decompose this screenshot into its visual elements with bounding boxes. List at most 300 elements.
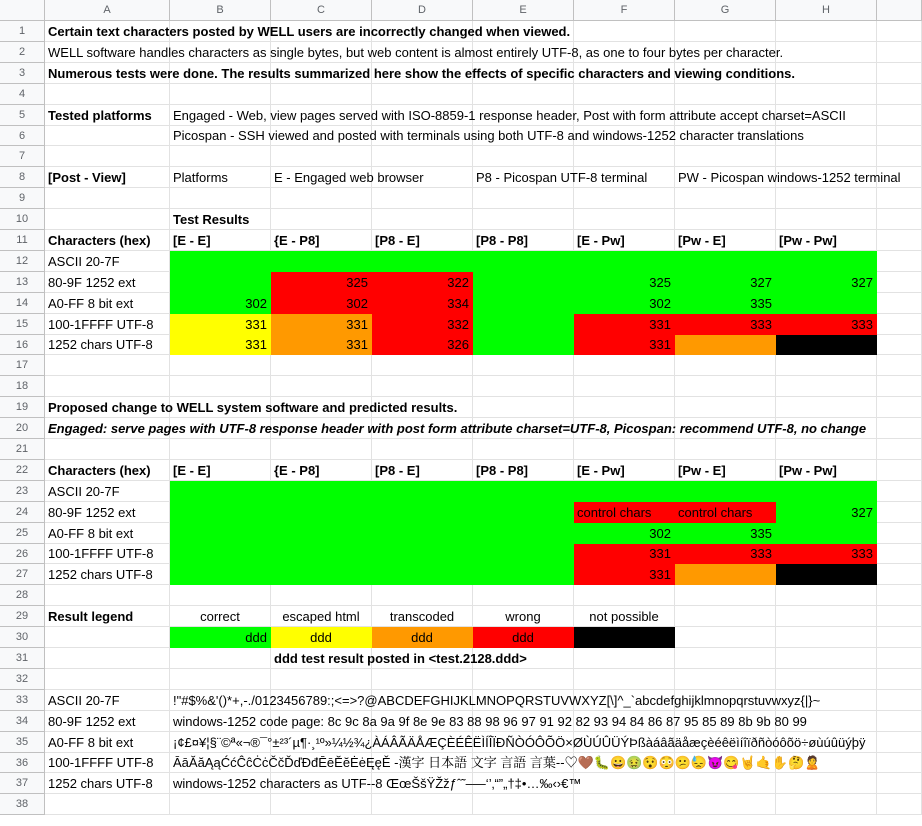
- column-header-c[interactable]: C: [271, 0, 372, 21]
- grid-cell[interactable]: [271, 146, 372, 167]
- grid-cell[interactable]: [574, 355, 675, 376]
- text-cell[interactable]: [E - Pw]: [574, 230, 675, 251]
- text-cell[interactable]: Characters (hex): [45, 460, 170, 481]
- grid-cell[interactable]: [372, 376, 473, 397]
- result-cell-wrong[interactable]: 302: [271, 293, 372, 314]
- grid-cell[interactable]: [473, 439, 574, 460]
- row-header-13[interactable]: 13: [0, 272, 45, 293]
- text-cell[interactable]: !"#$%&'()*+,-./0123456789:;<=>?@ABCDEFGHIJKLMNOPQRSTUVWXYZ[\]^_`abcdefghijklmnopqrstuvwxyz{|}~: [173, 693, 821, 708]
- grid-cell[interactable]: [776, 606, 877, 627]
- text-cell[interactable]: 1252 chars UTF-8: [45, 773, 170, 794]
- result-cell-escaped[interactable]: ddd: [271, 627, 372, 648]
- result-cell-wrong[interactable]: 325: [271, 272, 372, 293]
- text-cell[interactable]: {E - P8]: [271, 460, 372, 481]
- result-cell-correct[interactable]: [372, 523, 473, 544]
- grid-cell[interactable]: [271, 376, 372, 397]
- text-cell[interactable]: [Post - View]: [45, 167, 170, 188]
- grid-cell[interactable]: [675, 669, 776, 690]
- grid-cell[interactable]: [574, 439, 675, 460]
- grid-cell[interactable]: [473, 146, 574, 167]
- text-cell[interactable]: [E - E]: [170, 460, 271, 481]
- grid-cell[interactable]: [675, 439, 776, 460]
- grid-cell[interactable]: [372, 794, 473, 815]
- text-cell[interactable]: Characters (hex): [45, 230, 170, 251]
- grid-cell[interactable]: [776, 585, 877, 606]
- text-cell[interactable]: windows-1252 characters as UTF--8 ŒœŠšŸŽžƒˆ˜–—‘’‚“”„†‡•…‰‹›€™: [173, 776, 582, 791]
- result-cell-transcoded[interactable]: 331: [271, 335, 372, 355]
- grid-cell[interactable]: [675, 606, 776, 627]
- result-cell-correct[interactable]: [170, 523, 271, 544]
- grid-cell[interactable]: [170, 439, 271, 460]
- row-header-30[interactable]: 30: [0, 627, 45, 648]
- column-header-g[interactable]: G: [675, 0, 776, 21]
- grid-cell[interactable]: [170, 669, 271, 690]
- row-header-19[interactable]: 19: [0, 397, 45, 418]
- text-cell[interactable]: 100-1FFFF UTF-8: [45, 314, 170, 335]
- result-cell-correct[interactable]: [473, 523, 574, 544]
- grid-cell[interactable]: [877, 209, 922, 230]
- result-cell-wrong[interactable]: control chars: [675, 502, 776, 523]
- grid-cell[interactable]: [271, 439, 372, 460]
- grid-cell[interactable]: [877, 126, 922, 146]
- result-cell-correct[interactable]: [170, 481, 271, 502]
- grid-cell[interactable]: [776, 627, 877, 648]
- row-header-2[interactable]: 2: [0, 42, 45, 63]
- grid-cell[interactable]: [877, 544, 922, 564]
- grid-cell[interactable]: [574, 669, 675, 690]
- result-cell-escaped[interactable]: 331: [170, 335, 271, 355]
- grid-cell[interactable]: [776, 209, 877, 230]
- grid-cell[interactable]: [877, 63, 922, 84]
- grid-cell[interactable]: [675, 794, 776, 815]
- row-header-15[interactable]: 15: [0, 314, 45, 335]
- text-cell[interactable]: WELL software handles characters as single bytes, but web content is almost entirely UTF-8, as one to four bytes per character.: [48, 45, 784, 60]
- grid-cell[interactable]: [170, 84, 271, 105]
- grid-cell[interactable]: [45, 439, 170, 460]
- grid-cell[interactable]: [45, 648, 170, 669]
- row-header-3[interactable]: 3: [0, 63, 45, 84]
- result-cell-correct[interactable]: [271, 544, 372, 564]
- row-header-33[interactable]: 33: [0, 690, 45, 711]
- grid-cell[interactable]: [776, 669, 877, 690]
- text-cell[interactable]: ASCII 20-7F: [45, 690, 170, 711]
- result-cell-correct[interactable]: [574, 251, 675, 272]
- result-cell-wrong[interactable]: 322: [372, 272, 473, 293]
- grid-cell[interactable]: [776, 439, 877, 460]
- result-cell-correct[interactable]: 335: [675, 293, 776, 314]
- text-cell[interactable]: 1252 chars UTF-8: [45, 335, 170, 355]
- text-cell[interactable]: Certain text characters posted by WELL users are incorrectly changed when viewed.: [48, 24, 571, 39]
- grid-cell[interactable]: [776, 355, 877, 376]
- text-cell[interactable]: ASCII 20-7F: [45, 481, 170, 502]
- text-cell[interactable]: not possible: [574, 606, 675, 627]
- result-cell-wrong[interactable]: 333: [675, 544, 776, 564]
- grid-cell[interactable]: [574, 376, 675, 397]
- text-cell[interactable]: ddd test result posted in <test.2128.ddd>: [274, 651, 527, 666]
- result-cell-wrong[interactable]: 333: [776, 314, 877, 335]
- result-cell-correct[interactable]: [473, 481, 574, 502]
- result-cell-wrong[interactable]: 332: [372, 314, 473, 335]
- text-cell[interactable]: transcoded: [372, 606, 473, 627]
- text-cell[interactable]: correct: [170, 606, 271, 627]
- grid-cell[interactable]: [776, 648, 877, 669]
- row-header-11[interactable]: 11: [0, 230, 45, 251]
- grid-cell[interactable]: [776, 188, 877, 209]
- grid-cell[interactable]: [675, 84, 776, 105]
- result-cell-wrong[interactable]: 331: [574, 314, 675, 335]
- grid-cell[interactable]: [877, 585, 922, 606]
- grid-cell[interactable]: [170, 188, 271, 209]
- grid-cell[interactable]: [877, 481, 922, 502]
- row-header-14[interactable]: 14: [0, 293, 45, 314]
- text-cell[interactable]: windows-1252 code page: 8c 9c 8a 9a 9f 8e 9e 83 88 98 96 97 91 92 82 93 94 84 86 87 95 85 89 8b 9b 80 99: [173, 714, 807, 729]
- text-cell[interactable]: 80-9F 1252 ext: [45, 272, 170, 293]
- result-cell-correct[interactable]: [574, 481, 675, 502]
- grid-cell[interactable]: [45, 84, 170, 105]
- grid-cell[interactable]: [271, 209, 372, 230]
- grid-cell[interactable]: [473, 84, 574, 105]
- grid-cell[interactable]: [877, 753, 922, 773]
- result-cell-correct[interactable]: [776, 523, 877, 544]
- grid-cell[interactable]: [372, 355, 473, 376]
- text-cell[interactable]: [Pw - Pw]: [776, 230, 877, 251]
- row-header-34[interactable]: 34: [0, 711, 45, 732]
- grid-cell[interactable]: [877, 418, 922, 439]
- grid-cell[interactable]: [776, 146, 877, 167]
- column-header-e[interactable]: E: [473, 0, 574, 21]
- row-header-23[interactable]: 23: [0, 481, 45, 502]
- text-cell[interactable]: 100-1FFFF UTF-8: [45, 544, 170, 564]
- result-cell-correct[interactable]: 327: [776, 272, 877, 293]
- column-header-a[interactable]: A: [45, 0, 170, 21]
- row-header-1[interactable]: 1: [0, 21, 45, 42]
- text-cell[interactable]: A0-FF 8 bit ext: [45, 732, 170, 753]
- row-header-12[interactable]: 12: [0, 251, 45, 272]
- text-cell[interactable]: Test Results: [170, 209, 271, 230]
- result-cell-correct[interactable]: [473, 251, 574, 272]
- text-cell[interactable]: Picospan - SSH viewed and posted with terminals using both UTF-8 and windows-1252 character translations: [173, 128, 804, 143]
- result-cell-correct[interactable]: [776, 251, 877, 272]
- grid-cell[interactable]: [877, 146, 922, 167]
- grid-cell[interactable]: [877, 230, 922, 251]
- text-cell[interactable]: [E - Pw]: [574, 460, 675, 481]
- result-cell-wrong[interactable]: ddd: [473, 627, 574, 648]
- grid-cell[interactable]: [877, 42, 922, 63]
- result-cell-escaped[interactable]: 331: [170, 314, 271, 335]
- grid-cell[interactable]: [877, 669, 922, 690]
- result-cell-correct[interactable]: [271, 564, 372, 585]
- row-header-32[interactable]: 32: [0, 669, 45, 690]
- result-cell-wrong[interactable]: 334: [372, 293, 473, 314]
- row-header-8[interactable]: 8: [0, 167, 45, 188]
- grid-cell[interactable]: [271, 355, 372, 376]
- text-cell[interactable]: [P8 - P8]: [473, 460, 574, 481]
- result-cell-correct[interactable]: [170, 272, 271, 293]
- text-cell[interactable]: Proposed change to WELL system software and predicted results.: [48, 400, 458, 415]
- row-header-21[interactable]: 21: [0, 439, 45, 460]
- result-cell-correct[interactable]: [473, 293, 574, 314]
- row-header-17[interactable]: 17: [0, 355, 45, 376]
- result-cell-correct[interactable]: [271, 502, 372, 523]
- text-cell[interactable]: [P8 - E]: [372, 230, 473, 251]
- result-cell-correct[interactable]: [170, 564, 271, 585]
- grid-cell[interactable]: [271, 84, 372, 105]
- result-cell-correct[interactable]: 302: [574, 293, 675, 314]
- grid-cell[interactable]: [776, 84, 877, 105]
- grid-cell[interactable]: [372, 585, 473, 606]
- grid-cell[interactable]: [877, 794, 922, 815]
- text-cell[interactable]: 1252 chars UTF-8: [45, 564, 170, 585]
- grid-cell[interactable]: [877, 397, 922, 418]
- text-cell[interactable]: 80-9F 1252 ext: [45, 711, 170, 732]
- column-header-d[interactable]: D: [372, 0, 473, 21]
- grid-cell[interactable]: [877, 293, 922, 314]
- grid-cell[interactable]: [877, 732, 922, 753]
- text-cell[interactable]: E - Engaged web browser: [274, 170, 424, 185]
- result-cell-correct[interactable]: [473, 335, 574, 355]
- grid-cell[interactable]: [45, 355, 170, 376]
- result-cell-transcoded[interactable]: ddd: [372, 627, 473, 648]
- text-cell[interactable]: {E - P8]: [271, 230, 372, 251]
- grid-cell[interactable]: [574, 188, 675, 209]
- row-header-20[interactable]: 20: [0, 418, 45, 439]
- result-cell-transcoded[interactable]: 331: [271, 314, 372, 335]
- grid-cell[interactable]: [372, 146, 473, 167]
- row-header-24[interactable]: 24: [0, 502, 45, 523]
- result-cell-correct[interactable]: [473, 544, 574, 564]
- grid-cell[interactable]: [877, 502, 922, 523]
- grid-cell[interactable]: [877, 690, 922, 711]
- result-cell-transcoded[interactable]: [675, 335, 776, 355]
- text-cell[interactable]: Numerous tests were done. The results summarized here show the effects of specific characters and viewing conditions.: [48, 66, 795, 81]
- row-header-26[interactable]: 26: [0, 544, 45, 564]
- grid-cell[interactable]: [271, 669, 372, 690]
- text-cell[interactable]: escaped html: [271, 606, 372, 627]
- text-cell[interactable]: A0-FF 8 bit ext: [45, 523, 170, 544]
- grid-cell[interactable]: [877, 314, 922, 335]
- result-cell-correct[interactable]: [675, 481, 776, 502]
- grid-cell[interactable]: [877, 627, 922, 648]
- result-cell-transcoded[interactable]: [675, 564, 776, 585]
- grid-cell[interactable]: [473, 794, 574, 815]
- result-cell-correct[interactable]: 325: [574, 272, 675, 293]
- text-cell[interactable]: A0-FF 8 bit ext: [45, 293, 170, 314]
- result-cell-correct[interactable]: 327: [776, 502, 877, 523]
- text-cell[interactable]: [E - E]: [170, 230, 271, 251]
- text-cell[interactable]: [P8 - E]: [372, 460, 473, 481]
- grid-cell[interactable]: [675, 355, 776, 376]
- text-cell[interactable]: Result legend: [45, 606, 170, 627]
- grid-cell[interactable]: [877, 773, 922, 794]
- text-cell[interactable]: 100-1FFFF UTF-8: [45, 753, 170, 773]
- result-cell-correct[interactable]: [776, 481, 877, 502]
- result-cell-not-possible[interactable]: [776, 564, 877, 585]
- grid-cell[interactable]: [45, 126, 170, 146]
- result-cell-correct[interactable]: 335: [675, 523, 776, 544]
- grid-cell[interactable]: [372, 209, 473, 230]
- result-cell-wrong[interactable]: 331: [574, 544, 675, 564]
- grid-cell[interactable]: [776, 376, 877, 397]
- grid-cell[interactable]: [675, 627, 776, 648]
- grid-cell[interactable]: [877, 648, 922, 669]
- grid-cell[interactable]: [675, 188, 776, 209]
- row-header-22[interactable]: 22: [0, 460, 45, 481]
- text-cell[interactable]: P8 - Picospan UTF-8 terminal: [476, 170, 648, 185]
- grid-cell[interactable]: [170, 585, 271, 606]
- grid-cell[interactable]: [372, 669, 473, 690]
- grid-cell[interactable]: [877, 188, 922, 209]
- grid-cell[interactable]: [372, 188, 473, 209]
- grid-cell[interactable]: [473, 355, 574, 376]
- row-header-35[interactable]: 35: [0, 732, 45, 753]
- grid-cell[interactable]: [877, 564, 922, 585]
- result-cell-correct[interactable]: [473, 502, 574, 523]
- result-cell-correct[interactable]: [675, 251, 776, 272]
- result-cell-correct[interactable]: [170, 251, 271, 272]
- result-cell-correct[interactable]: [372, 251, 473, 272]
- text-cell[interactable]: wrong: [473, 606, 574, 627]
- grid-cell[interactable]: [45, 794, 170, 815]
- result-cell-correct[interactable]: [372, 564, 473, 585]
- grid-cell[interactable]: [877, 272, 922, 293]
- grid-cell[interactable]: [473, 585, 574, 606]
- text-cell[interactable]: Platforms: [170, 167, 271, 188]
- result-cell-correct[interactable]: [372, 544, 473, 564]
- grid-cell[interactable]: [45, 669, 170, 690]
- grid-cell[interactable]: [372, 439, 473, 460]
- grid-cell[interactable]: [170, 146, 271, 167]
- select-all-corner[interactable]: [0, 0, 45, 21]
- row-header-36[interactable]: 36: [0, 753, 45, 773]
- grid-cell[interactable]: [170, 355, 271, 376]
- grid-cell[interactable]: [170, 648, 271, 669]
- result-cell-correct[interactable]: 302: [170, 293, 271, 314]
- grid-cell[interactable]: [877, 251, 922, 272]
- text-cell[interactable]: [Pw - E]: [675, 460, 776, 481]
- grid-cell[interactable]: [372, 84, 473, 105]
- result-cell-not-possible[interactable]: [574, 627, 675, 648]
- grid-cell[interactable]: [675, 648, 776, 669]
- result-cell-correct[interactable]: [372, 481, 473, 502]
- text-cell[interactable]: Engaged - Web, view pages served with ISO-8859-1 response header, Post with form attribute accept charset=ASCII: [173, 108, 846, 123]
- grid-cell[interactable]: [877, 105, 922, 126]
- row-header-7[interactable]: 7: [0, 146, 45, 167]
- grid-cell[interactable]: [574, 794, 675, 815]
- grid-cell[interactable]: [877, 460, 922, 481]
- text-cell[interactable]: [Pw - E]: [675, 230, 776, 251]
- text-cell[interactable]: ĀāĂăĄąĆćĈĉĊċČčĎďĐđĒēĔĕĖėĘęĚ -漢字 日本語 文字 言語 言葉--♡🤎🐛😀🤢😯😳😕😓😈😋🤘🤙✋🤔🙎: [173, 755, 821, 770]
- row-header-31[interactable]: 31: [0, 648, 45, 669]
- text-cell[interactable]: Tested platforms: [45, 105, 170, 126]
- row-header-6[interactable]: 6: [0, 126, 45, 146]
- result-cell-correct[interactable]: [473, 564, 574, 585]
- grid-cell[interactable]: [473, 188, 574, 209]
- grid-cell[interactable]: [877, 523, 922, 544]
- grid-cell[interactable]: [675, 376, 776, 397]
- grid-cell[interactable]: [574, 585, 675, 606]
- row-header-18[interactable]: 18: [0, 376, 45, 397]
- text-cell[interactable]: 80-9F 1252 ext: [45, 502, 170, 523]
- text-cell[interactable]: ASCII 20-7F: [45, 251, 170, 272]
- row-header-16[interactable]: 16: [0, 335, 45, 355]
- grid-cell[interactable]: [473, 669, 574, 690]
- grid-cell[interactable]: [877, 355, 922, 376]
- grid-cell[interactable]: [877, 84, 922, 105]
- result-cell-wrong[interactable]: 333: [675, 314, 776, 335]
- result-cell-correct[interactable]: [170, 502, 271, 523]
- column-header-b[interactable]: B: [170, 0, 271, 21]
- result-cell-correct[interactable]: 327: [675, 272, 776, 293]
- row-header-28[interactable]: 28: [0, 585, 45, 606]
- grid-cell[interactable]: [271, 794, 372, 815]
- text-cell[interactable]: Engaged: serve pages with UTF-8 response header with post form attribute charset=UTF-8, Picospan: recommend UTF-8, no change: [48, 421, 867, 436]
- row-header-27[interactable]: 27: [0, 564, 45, 585]
- result-cell-correct[interactable]: [271, 481, 372, 502]
- grid-cell[interactable]: [877, 606, 922, 627]
- result-cell-correct[interactable]: 302: [574, 523, 675, 544]
- grid-cell[interactable]: [877, 439, 922, 460]
- grid-cell[interactable]: [776, 794, 877, 815]
- result-cell-correct[interactable]: [473, 314, 574, 335]
- result-cell-correct[interactable]: [776, 293, 877, 314]
- grid-cell[interactable]: [574, 146, 675, 167]
- result-cell-wrong[interactable]: 331: [574, 564, 675, 585]
- grid-cell[interactable]: [45, 188, 170, 209]
- grid-cell[interactable]: [45, 209, 170, 230]
- row-header-25[interactable]: 25: [0, 523, 45, 544]
- result-cell-not-possible[interactable]: [776, 335, 877, 355]
- text-cell[interactable]: [P8 - P8]: [473, 230, 574, 251]
- grid-cell[interactable]: [45, 146, 170, 167]
- grid-cell[interactable]: [45, 376, 170, 397]
- grid-cell[interactable]: [473, 209, 574, 230]
- result-cell-wrong[interactable]: control chars: [574, 502, 675, 523]
- result-cell-correct[interactable]: [473, 272, 574, 293]
- grid-cell[interactable]: [675, 585, 776, 606]
- grid-cell[interactable]: [877, 711, 922, 732]
- column-header-f[interactable]: F: [574, 0, 675, 21]
- grid-cell[interactable]: [271, 188, 372, 209]
- row-header-5[interactable]: 5: [0, 105, 45, 126]
- grid-cell[interactable]: [170, 794, 271, 815]
- row-header-4[interactable]: 4: [0, 84, 45, 105]
- text-cell[interactable]: ¡¢£¤¥¦§¨©ª«¬®¯°±²³´µ¶·¸¹º»¼½¾¿ÀÁÂÃÄÅÆÇÈÉÊËÌÍÎÏÐÑÒÓÔÕÖ×ØÙÚÛÜÝÞßàáâãäåæçèéêëìíîïðñòóôõö÷øùúûüýþÿ: [173, 735, 866, 750]
- result-cell-wrong[interactable]: 326: [372, 335, 473, 355]
- result-cell-correct[interactable]: [271, 523, 372, 544]
- grid-cell[interactable]: [45, 627, 170, 648]
- grid-cell[interactable]: [45, 585, 170, 606]
- grid-cell[interactable]: [574, 209, 675, 230]
- result-cell-correct[interactable]: [170, 544, 271, 564]
- row-header-37[interactable]: 37: [0, 773, 45, 794]
- row-header-38[interactable]: 38: [0, 794, 45, 815]
- grid-cell[interactable]: [675, 146, 776, 167]
- grid-cell[interactable]: [877, 376, 922, 397]
- grid-cell[interactable]: [877, 335, 922, 355]
- result-cell-correct[interactable]: ddd: [170, 627, 271, 648]
- text-cell[interactable]: PW - Picospan windows-1252 terminal: [678, 170, 901, 185]
- text-cell[interactable]: [Pw - Pw]: [776, 460, 877, 481]
- row-header-10[interactable]: 10: [0, 209, 45, 230]
- grid-cell[interactable]: [574, 84, 675, 105]
- column-header-extra[interactable]: [877, 0, 922, 21]
- grid-cell[interactable]: [877, 21, 922, 42]
- grid-cell[interactable]: [473, 376, 574, 397]
- result-cell-correct[interactable]: [372, 502, 473, 523]
- result-cell-correct[interactable]: [271, 251, 372, 272]
- grid-cell[interactable]: [675, 209, 776, 230]
- grid-cell[interactable]: [170, 376, 271, 397]
